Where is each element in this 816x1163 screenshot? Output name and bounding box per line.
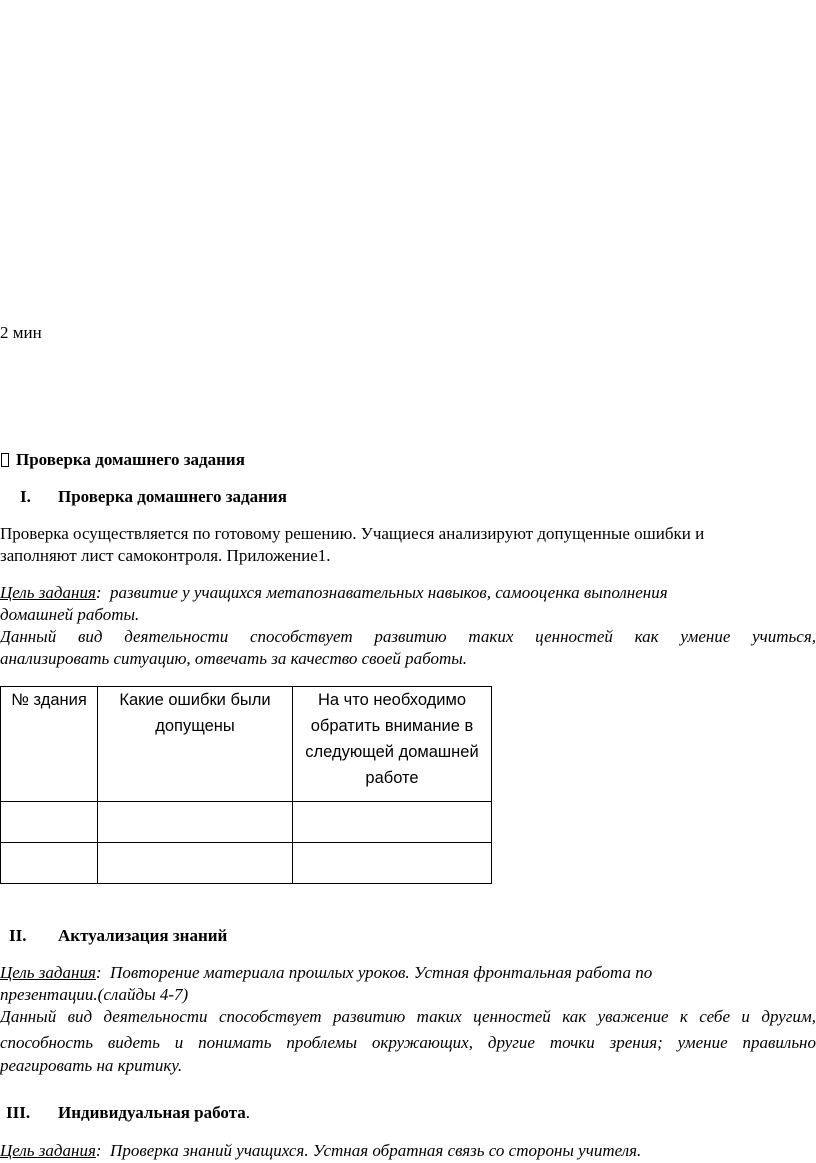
section-3-goal-text-1: Проверка знаний учащихся. Устная обратная связь со стороны учителя.: [110, 1141, 642, 1160]
section-3-numeral: III.: [6, 1103, 31, 1122]
section-3-goal-colon: :: [95, 1141, 102, 1160]
section-1-heading: Проверка домашнего задания: [58, 487, 287, 506]
section-2-heading: Актуализация знаний: [58, 926, 228, 945]
section-1-goal-label: Цель задания: [0, 583, 96, 602]
section-3-goal-label: Цель задания: [0, 1141, 96, 1160]
section-2-values-line-1: Данный вид деятельности способствует развитию таких ценностей как уважение к себе и другим,: [0, 1007, 816, 1026]
table-cell[interactable]: [98, 843, 293, 884]
section-2-goal-text-1: Повторение материала прошлых уроков. Устная фронтальная работа по: [110, 963, 653, 982]
section-2-goal-colon: :: [95, 963, 102, 982]
table-row: [1, 802, 492, 843]
bullet-heading: Проверка домашнего задания: [16, 450, 245, 469]
section-3-heading-suffix: .: [245, 1103, 250, 1122]
section-3-goal-line-1: [0, 1140, 641, 1162]
section-1-goal-line-2: домашней работы.: [0, 605, 140, 624]
section-3-heading-line: [58, 1102, 250, 1124]
section-2-goal-line-1: [0, 962, 652, 984]
table-header-row: [1, 687, 492, 802]
time-note: 2 мин: [0, 323, 42, 342]
table-header-cell-1: № здания: [1, 687, 98, 802]
section-2-values-line-3: реагировать на критику.: [0, 1056, 183, 1075]
table-header-cell-2: Какие ошибки были допущены: [98, 687, 293, 802]
section-1-para-line-1: Проверка осуществляется по готовому решению. Учащиеся анализируют допущенные ошибки и: [0, 524, 705, 543]
section-2-values-line-2: способность видеть и понимать проблемы окружающих, другие точки зрения; умение правильно: [0, 1033, 816, 1052]
section-1-goal-line-1: [0, 582, 668, 604]
table-cell[interactable]: [1, 802, 98, 843]
section-2-numeral: II.: [9, 926, 27, 945]
self-control-table: [0, 686, 492, 884]
table-header-cell-3: На что необходимо обратить внимание в следующей домашней работе: [293, 687, 492, 802]
table-cell[interactable]: [293, 843, 492, 884]
table-cell[interactable]: [293, 802, 492, 843]
table-cell[interactable]: [1, 843, 98, 884]
section-1-values-line-1: Данный вид деятельности способствует развитию таких ценностей как умение учиться,: [0, 627, 816, 646]
table-cell[interactable]: [98, 802, 293, 843]
section-1-para-line-2: заполняют лист самоконтроля. Приложение1.: [0, 546, 331, 565]
bullet-glyph-icon: [1, 453, 9, 467]
section-1-numeral: I.: [20, 487, 31, 506]
section-3-heading: Индивидуальная работа: [58, 1103, 246, 1122]
section-1-goal-colon: :: [95, 583, 102, 602]
section-2-goal-line-2: презентации.(слайды 4-7): [0, 985, 189, 1004]
section-1-goal-text-1: развитие у учащихся метапознавательных навыков, самооценка выполнения: [110, 583, 668, 602]
section-1-values-line-2: анализировать ситуацию, отвечать за качество своей работы.: [0, 649, 467, 668]
table-row: [1, 843, 492, 884]
section-2-goal-label: Цель задания: [0, 963, 96, 982]
